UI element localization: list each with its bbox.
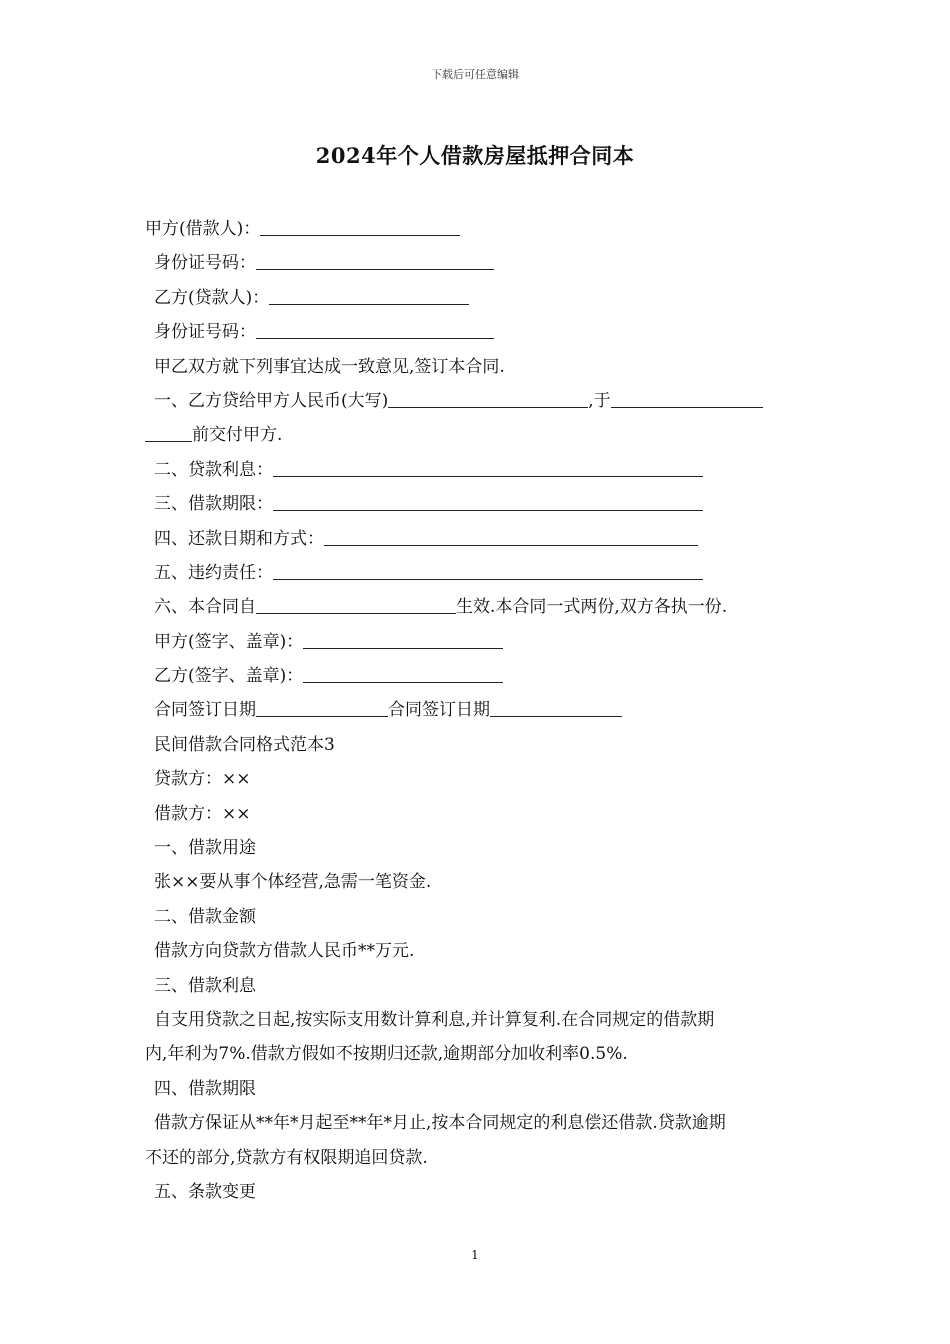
term-blank: [273, 490, 703, 511]
section-2-text: 借款方向贷款方借款人民币**万元.: [154, 941, 415, 962]
repayment-blank: [324, 525, 698, 546]
section-3-text-2: 内,年利为7%.借款方假如不按期归还款,逾期部分加收利率0.5%.: [145, 1044, 628, 1065]
header-note: 下载后可任意编辑: [431, 68, 519, 81]
party-b-label: 乙方(贷款人)：: [154, 287, 270, 308]
effective-date-blank: [256, 593, 456, 614]
signing-date-label-2: 合同签订日期: [388, 700, 490, 721]
clause-4-line: [145, 522, 815, 556]
section-5-heading: 五、条款变更: [154, 1181, 256, 1202]
id-number-a-label: 身份证号码：: [154, 253, 256, 274]
signing-date-line: [145, 693, 815, 727]
signature-a-line: [145, 625, 815, 659]
document-body: [145, 212, 815, 1209]
date-blank-continued: [145, 421, 192, 442]
interest-blank: [273, 456, 703, 477]
party-a-label: 甲方(借款人)：: [145, 219, 261, 239]
date-blank: [611, 387, 763, 408]
signature-b-label: 乙方(签字、盖章)：: [154, 666, 304, 687]
clause-3-line: [145, 487, 815, 521]
id-number-a-blank: [256, 249, 494, 270]
id-number-a-line: [145, 246, 815, 280]
clause-1-delivery: 前交付甲方.: [192, 425, 283, 446]
signature-b-blank: [303, 662, 503, 683]
section-4-heading: 四、借款期限: [154, 1078, 256, 1099]
clause-6-text: 六、本合同自: [154, 597, 256, 618]
party-b-blank: [269, 284, 469, 305]
party-a-blank: [260, 215, 460, 236]
party-b-line: [145, 281, 815, 315]
signing-date-blank-1: [256, 696, 388, 717]
signature-b-line: [145, 659, 815, 693]
borrower-line: 借款方：××: [154, 803, 251, 824]
lender-line: 贷款方：××: [154, 769, 251, 790]
clause-4-label: 四、还款日期和方式：: [154, 528, 324, 549]
clause-1-text: 一、乙方贷给甲方人民币(大写): [154, 390, 389, 411]
id-number-b-label: 身份证号码：: [154, 322, 256, 343]
clause-6-line: [145, 590, 815, 624]
id-number-b-line: [145, 315, 815, 349]
clause-1-date-label: ,于: [588, 390, 611, 411]
clause-2-line: [145, 453, 815, 487]
clause-5-label: 五、违约责任：: [154, 562, 273, 583]
agreement-intro: 甲乙双方就下列事宜达成一致意见,签订本合同.: [154, 356, 505, 377]
party-a-line: [145, 212, 815, 246]
page-number: 1: [471, 1248, 479, 1262]
signing-date-label-1: 合同签订日期: [154, 700, 256, 721]
section-4-text-1: 借款方保证从**年*月起至**年*月止,按本合同规定的利息偿还借款.贷款逾期: [154, 1113, 726, 1134]
clause-5-line: [145, 556, 815, 590]
signing-date-blank-2: [490, 696, 622, 717]
section-3-text-1: 自支用贷款之日起,按实际支用数计算利息,并计算复利.在合同规定的借款期: [154, 1009, 715, 1030]
clause-6-effect: 生效.本合同一式两份,双方各执一份.: [456, 597, 728, 618]
clause-1-continued: [145, 418, 815, 452]
section-2-heading: 二、借款金额: [154, 906, 256, 927]
template-heading: 民间借款合同格式范本3: [154, 734, 335, 755]
signature-a-blank: [303, 628, 503, 649]
id-number-b-blank: [256, 318, 494, 339]
amount-blank: [388, 387, 588, 408]
clause-1-line: [145, 384, 815, 418]
section-1-text: 张××要从事个体经营,急需一笔资金.: [154, 872, 432, 893]
section-4-text-2: 不还的部分,贷款方有权限期追回贷款.: [145, 1147, 428, 1168]
section-1-heading: 一、借款用途: [154, 838, 256, 859]
clause-2-label: 二、贷款利息：: [154, 459, 273, 480]
section-3-heading: 三、借款利息: [154, 975, 256, 996]
clause-3-label: 三、借款期限：: [154, 494, 273, 515]
document-title: 2024年个人借款房屋抵押合同本: [315, 143, 635, 168]
signature-a-label: 甲方(签字、盖章)：: [154, 631, 304, 652]
liability-blank: [273, 559, 703, 580]
